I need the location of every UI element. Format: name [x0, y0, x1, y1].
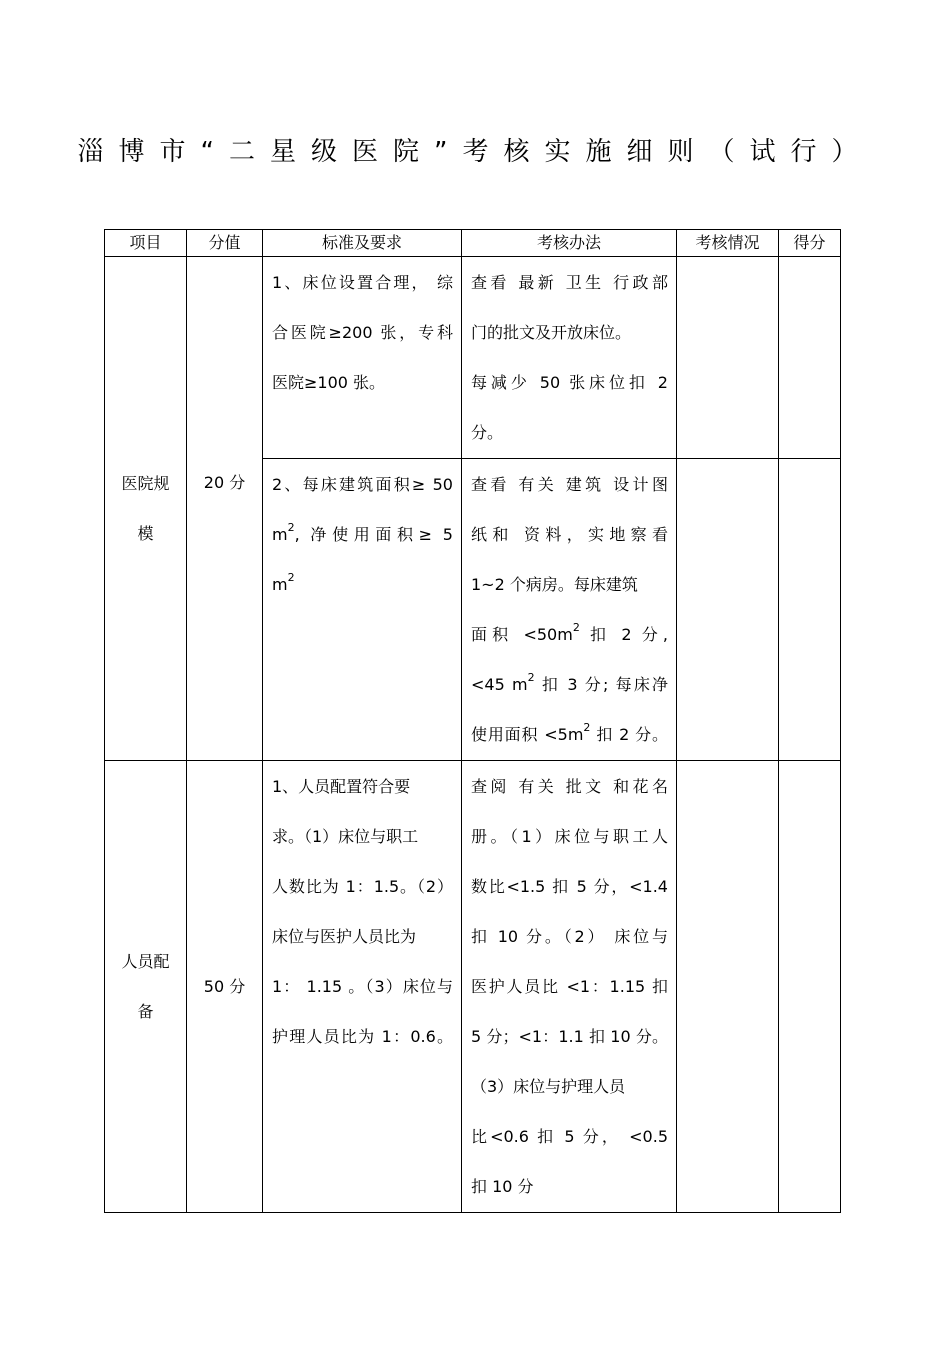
item-cell	[105, 257, 187, 761]
method-line: 纸和 资料，实地察看	[471, 525, 668, 544]
method-line: 1~2 个病房。每床建筑	[471, 575, 638, 594]
method-cell	[462, 257, 677, 459]
method-line: 查看 最新 卫生 行政部	[471, 273, 668, 292]
standard-line: 合医院≥200 张，专科	[272, 323, 453, 342]
header-item: 项目	[105, 230, 187, 257]
header-score: 分值	[187, 230, 263, 257]
standard-line: 1： 1.15 。（3）床位与	[272, 977, 453, 996]
item-text: 医院规	[121, 473, 170, 493]
standard-line: 床位与医护人员比为	[272, 927, 417, 946]
status-cell[interactable]	[677, 257, 779, 459]
standard-line: $m^2$	[272, 571, 295, 594]
method-line: 每减少 50 张床位扣 2	[471, 373, 668, 392]
method-line: 数比<1.5 扣 5 分，<1.4	[471, 877, 668, 896]
score-text: 50 分	[203, 976, 246, 996]
method-line: 5 分；<1：1.1 扣 10 分。	[471, 1027, 668, 1046]
item-cell	[105, 761, 187, 1213]
status-cell[interactable]	[677, 761, 779, 1213]
method-line: 分。	[471, 423, 504, 442]
method-line: 册。（1）床位与职工人	[471, 827, 668, 846]
method-line: 面积 $<50m^2$ 扣 2 分,	[471, 621, 668, 644]
header-points: 得分	[779, 230, 841, 257]
standard-line: 1、床位设置合理， 综	[272, 273, 453, 292]
item-text: 备	[137, 1001, 154, 1021]
header-standard: 标准及要求	[263, 230, 462, 257]
points-cell[interactable]	[779, 761, 841, 1213]
item-text: 模	[137, 523, 154, 543]
method-line: 查阅 有关 批文 和花名	[471, 777, 668, 796]
standard-cell	[263, 761, 462, 1213]
standard-line: 人数比为 1：1.5。（2）	[272, 877, 453, 896]
table-row	[105, 257, 841, 459]
header-status: 考核情况	[677, 230, 779, 257]
method-line: 医护人员比 <1：1.15 扣	[471, 977, 668, 996]
method-cell	[462, 459, 677, 761]
score-cell	[187, 257, 263, 761]
standard-line: 2、每床建筑面积≥ 50	[272, 475, 453, 494]
standard-line: 护理人员比为 1：0.6。	[272, 1027, 453, 1046]
points-cell[interactable]	[779, 257, 841, 459]
method-line: 查看 有关 建筑 设计图	[471, 475, 668, 494]
method-line: 门的批文及开放床位。	[471, 323, 632, 342]
method-cell	[462, 761, 677, 1213]
standard-cell	[263, 257, 462, 459]
assessment-table	[104, 229, 841, 1213]
method-line: 扣 10 分	[471, 1177, 534, 1196]
table-row	[105, 761, 841, 1213]
points-cell[interactable]	[779, 459, 841, 761]
method-line: （3）床位与护理人员	[471, 1077, 626, 1096]
method-line: 使用面积 $<5m^2$ 扣 2 分。	[471, 721, 668, 744]
score-cell	[187, 761, 263, 1213]
standard-line: 1、人员配置符合要	[272, 777, 411, 796]
method-line: 比<0.6 扣 5 分， <0.5	[471, 1127, 668, 1146]
page-title: 淄博市“二星级医院”考核实施细则（试行）	[77, 137, 873, 167]
method-line: <45 $m^2$ 扣 3 分; 每床净	[471, 671, 668, 694]
status-cell[interactable]	[677, 459, 779, 761]
standard-line: $m^2$, 净使用面积≥ 5	[272, 521, 453, 544]
item-text: 人员配	[121, 951, 170, 971]
header-method: 考核办法	[462, 230, 677, 257]
score-text: 20 分	[203, 472, 246, 492]
standard-line: 求。（1）床位与职工	[272, 827, 419, 846]
standard-line: 医院≥100 张。	[272, 373, 386, 392]
table-header-row	[105, 230, 841, 257]
method-line: 扣 10 分。（2） 床位与	[471, 927, 668, 946]
standard-cell	[263, 459, 462, 761]
